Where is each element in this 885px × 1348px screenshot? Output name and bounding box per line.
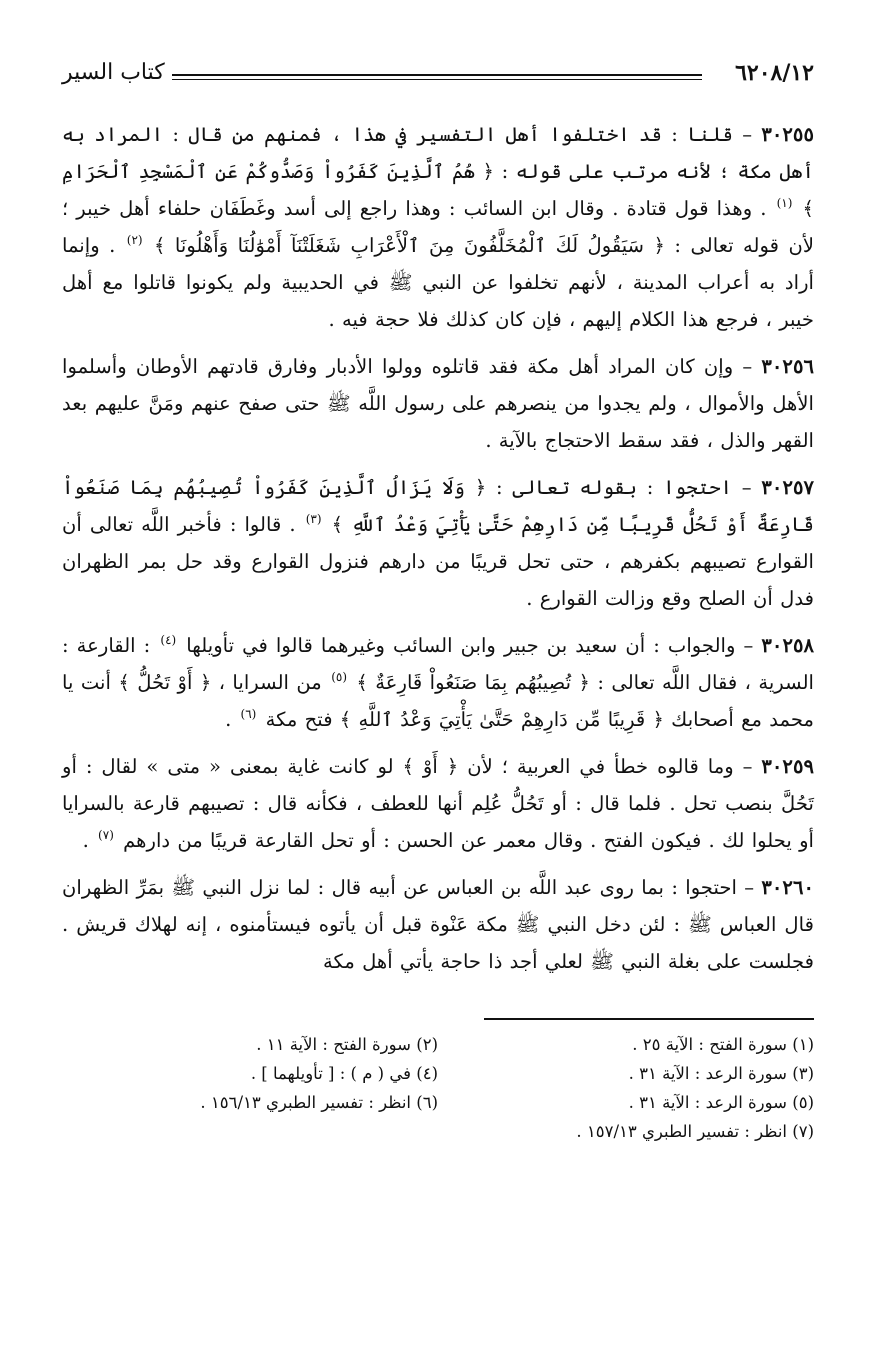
footnote-2: (٢) سورة الفتح : الآية ١١ . [256, 1035, 438, 1054]
footnote-ref: (١) [776, 196, 793, 211]
page-number: ٦٢٠٨/١٢ [735, 60, 814, 86]
footnote-ref: (٢) [126, 233, 143, 248]
paragraph-number: ٣٠٢٥٧ [761, 476, 815, 499]
footnote-4: (٤) في ( م ) : [ تأويلهما ] . [250, 1064, 438, 1083]
footnote-5: (٥) سورة الرعد : الآية ٣١ . [628, 1093, 814, 1112]
footnote-separator [484, 1018, 814, 1020]
paragraph-text: . [225, 708, 232, 731]
page-body [62, 116, 814, 980]
footnote-ref: (٤) [160, 633, 177, 648]
header-rule [172, 74, 702, 76]
paragraph-30259 [62, 748, 814, 859]
paragraph-number: ٣٠٢٥٩ [761, 755, 814, 778]
footnote-ref: (٥) [331, 670, 348, 685]
paragraph-30260 [62, 869, 814, 980]
paragraph-30256 [62, 348, 814, 459]
paragraph-text: – قلنا : قد اختلفوا أهل التفسير في هذا ، فمنهم من قال : المراد به أهل مكة ؛ لأنه مرتب على قوله : ﴿ هُمُ ٱلَّذِينَ كَفَرُواْ وَصَدُّوكُمْ عَنِ ٱلْمَسْجِدِ ٱلْحَرَامِ ﴾ [62, 123, 815, 220]
footnote-ref: (٦) [240, 707, 257, 722]
paragraph-text: – احتجوا : بما روى عبد اللَّه بن العباس عن أبيه قال : لما نزل النبي ﷺ بمَرِّ الظهران قال العباس ﷺ : لئن دخل النبي ﷺ مكة عَنْوة قبل أن يأتوه فيستأمنوه ، إنه لهلاك قريش . فجلست على بغلة النبي ﷺ لعلي أجد ذا حاجة يأتي أهل مكة [62, 876, 814, 973]
paragraph-text: . وإنما أراد به أعراب المدينة ، لأنهم تخلفوا عن النبي ﷺ في الحديبية ولم يكونوا قاتلوا مع أهل خيبر ، فرجع هذا الكلام إليهم ، فإن كان كذلك فلا حجة فيه . [62, 234, 814, 331]
paragraph-30257 [62, 469, 814, 617]
paragraph-text: – احتجوا : بقوله تعالى : ﴿ وَلَا يَزَالُ ٱلَّذِينَ كَفَرُواْ تُصِيبُهُم بِمَا صَنَعُواْ قَارِعَةٌ أَوْ تَحُلُّ قَرِيبًا مِّن دَارِهِمْ حَتَّىٰ يَأْتِيَ وَعْدُ ٱللَّهِ ﴾ [62, 476, 814, 536]
paragraph-30258 [62, 627, 814, 738]
footnote-ref: (٣) [305, 512, 322, 527]
footnote-ref: (٧) [98, 828, 114, 843]
book-title: كتاب السير [62, 60, 165, 85]
paragraph-text: – والجواب : أن سعيد بن جبير وابن السائب وغيرهما قالوا في تأويلها [186, 634, 754, 657]
paragraph-text: . [82, 829, 89, 852]
paragraph-30255 [62, 116, 814, 338]
paragraph-text: – وما قالوه خطأ في العربية ؛ لأن ﴿ أَوْ ﴾ لو كانت غاية بمعنى « متى » لقال : أو تَحُلَّ بنصب تحل . فلما قال : أو تَحُلُّ عُلِم أنها للعطف ، فكأنه قال : تصيبهم قارعة بالسرايا أو يحلوا لك . فيكون الفتح . وقال معمر عن الحسن : أو تحل القارعة قريبًا من دارهم [62, 755, 814, 852]
footnote-6: (٦) انظر : تفسير الطبري ١٥٦/١٣ . [200, 1093, 438, 1112]
footnote-3: (٣) سورة الرعد : الآية ٣١ . [628, 1064, 814, 1083]
paragraph-text: . قالوا : فأخبر اللَّه تعالى أن القوارع تصيبهم بكفرهم ، حتى تحل قريبًا من دارهم فنزول القوارع وقد حل بمر الظهران فدل أن الصلح وقع وزالت القوارع . [62, 513, 814, 610]
footnote-1: (١) سورة الفتح : الآية ٢٥ . [632, 1035, 814, 1054]
footnotes [62, 1032, 814, 1144]
paragraph-text: . وهذا قول قتادة . وقال ابن السائب : وهذا راجع إلى أسد وغَطَفَان حلفاء أهل خيبر ؛ لأن قوله تعالى : ﴿ سَيَقُولُ لَكَ ٱلْمُخَلَّفُونَ مِنَ ٱلْأَعْرَابِ شَغَلَتْنَآ أَمْوَٰلُنَا وَأَهْلُونَا ﴾ [62, 197, 815, 257]
paragraph-number: ٣٠٢٥٥ [761, 123, 814, 146]
book-page [62, 58, 814, 1144]
paragraph-number: ٣٠٢٦٠ [761, 876, 814, 899]
paragraph-number: ٣٠٢٥٦ [761, 355, 814, 378]
footnote-7: (٧) انظر : تفسير الطبري ١٥٧/١٣ . [576, 1122, 814, 1141]
page-header [62, 58, 814, 96]
paragraph-text: من السرايا ، ﴿ أَوْ تَحُلُّ ﴾ أنت يا محمد مع أصحابك ﴿ قَرِيبًا مِّن دَارِهِمْ حَتَّىٰ يَأْتِيَ وَعْدُ ٱللَّهِ ﴾ فتح مكة [62, 671, 814, 731]
paragraph-number: ٣٠٢٥٨ [761, 634, 815, 657]
paragraph-text: : القارعة : السرية ، فقال اللَّه تعالى : ﴿ تُصِيبُهُم بِمَا صَنَعُواْ قَارِعَةٌ ﴾ [62, 634, 814, 694]
paragraph-text: – وإن كان المراد أهل مكة فقد قاتلوه وولوا الأدبار وفارق قادتهم الأوطان وأسلموا الأهل والأموال ، ولم يجدوا من ينصرهم على رسول اللَّه ﷺ حتى صفح عنهم ومَنَّ عليهم بعد القهر والذل ، فقد سقط الاحتجاج بالآية . [62, 355, 814, 452]
